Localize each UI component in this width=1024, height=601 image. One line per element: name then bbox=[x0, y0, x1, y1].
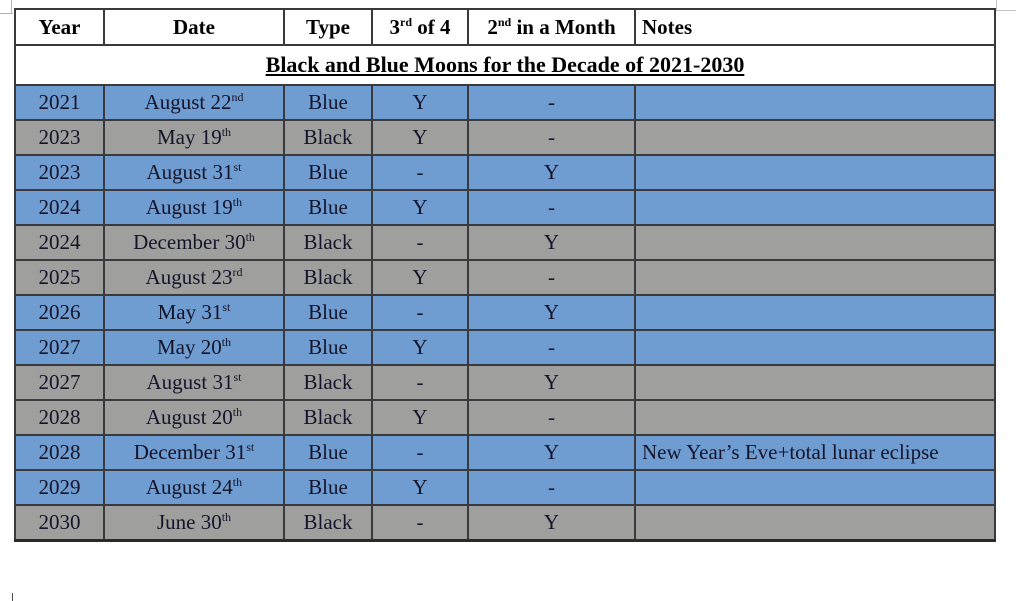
table-title-text: Black and Blue Moons for the Decade of 2021-2030 bbox=[265, 52, 745, 77]
notes-cell bbox=[635, 295, 995, 330]
type-cell bbox=[284, 330, 372, 365]
col-header-type: Type bbox=[284, 9, 372, 45]
ordinal-suffix: rd bbox=[232, 265, 243, 279]
third-of-4-value: - bbox=[416, 440, 424, 464]
type-cell bbox=[284, 400, 372, 435]
notes-cell bbox=[635, 400, 995, 435]
second-in-month-cell bbox=[468, 295, 635, 330]
year-cell bbox=[15, 85, 104, 120]
table-row bbox=[15, 85, 995, 120]
year-value: 2024 bbox=[38, 230, 81, 254]
date-cell bbox=[104, 365, 284, 400]
year-value: 2028 bbox=[38, 405, 81, 429]
second-in-month-cell bbox=[468, 400, 635, 435]
notes-cell bbox=[635, 85, 995, 120]
third-of-4-cell bbox=[372, 155, 468, 190]
second-in-month-value: - bbox=[548, 475, 555, 499]
moon-type-value: Black bbox=[303, 405, 353, 429]
third-of-4-value: Y bbox=[412, 195, 428, 219]
col-header-notes: Notes bbox=[635, 9, 995, 45]
third-of-4-cell bbox=[372, 505, 468, 540]
col-header-year: Year bbox=[15, 9, 104, 45]
ruler-corner-mark bbox=[0, 13, 13, 14]
year-value: 2023 bbox=[38, 125, 81, 149]
second-in-month-cell bbox=[468, 120, 635, 155]
year-cell bbox=[15, 330, 104, 365]
second-in-month-cell bbox=[468, 470, 635, 505]
second-in-month-value: - bbox=[548, 335, 555, 359]
type-cell bbox=[284, 470, 372, 505]
date-value: May 31 bbox=[157, 300, 223, 324]
notes-cell bbox=[635, 330, 995, 365]
second-in-month-value: - bbox=[548, 90, 555, 114]
notes-cell bbox=[635, 155, 995, 190]
third-of-4-cell bbox=[372, 435, 468, 470]
moon-type-value: Black bbox=[303, 370, 353, 394]
third-of-4-cell bbox=[372, 470, 468, 505]
table-row bbox=[15, 470, 995, 505]
year-value: 2028 bbox=[38, 440, 81, 464]
third-of-4-cell bbox=[372, 225, 468, 260]
guide-line-mark bbox=[996, 10, 1016, 11]
third-of-4-value: Y bbox=[412, 335, 428, 359]
table-row bbox=[15, 190, 995, 225]
moon-type-value: Black bbox=[303, 265, 353, 289]
year-value: 2024 bbox=[38, 195, 81, 219]
moon-table-body bbox=[15, 85, 995, 540]
date-cell bbox=[104, 295, 284, 330]
table-row bbox=[15, 435, 995, 470]
guide-line-mark bbox=[996, 0, 997, 10]
table-row bbox=[15, 225, 995, 260]
second-in-month-cell bbox=[468, 505, 635, 540]
date-value: December 31 bbox=[133, 440, 247, 464]
moon-type-value: Blue bbox=[308, 160, 348, 184]
year-cell bbox=[15, 505, 104, 540]
year-cell bbox=[15, 400, 104, 435]
table-title bbox=[15, 45, 995, 85]
type-cell bbox=[284, 155, 372, 190]
third-of-4-value: - bbox=[416, 160, 424, 184]
table-edge-tick bbox=[12, 593, 13, 601]
date-value: August 23 bbox=[145, 265, 233, 289]
type-cell bbox=[284, 225, 372, 260]
year-value: 2025 bbox=[38, 265, 81, 289]
date-cell bbox=[104, 470, 284, 505]
ordinal-suffix: th bbox=[232, 195, 243, 209]
second-in-month-cell bbox=[468, 365, 635, 400]
type-cell bbox=[284, 505, 372, 540]
ordinal-suffix: st bbox=[222, 300, 231, 314]
ordinal-suffix: th bbox=[232, 475, 243, 489]
moon-type-value: Blue bbox=[308, 300, 348, 324]
header-third-rest: of 4 bbox=[412, 14, 451, 39]
second-in-month-cell bbox=[468, 225, 635, 260]
header-second-base: 2 bbox=[487, 14, 498, 39]
second-in-month-value: - bbox=[548, 265, 555, 289]
date-value: August 24 bbox=[145, 475, 233, 499]
date-value: August 31 bbox=[146, 370, 234, 394]
type-cell bbox=[284, 365, 372, 400]
notes-value: New Year’s Eve+total lunar eclipse bbox=[642, 440, 939, 464]
year-cell bbox=[15, 260, 104, 295]
notes-cell bbox=[635, 260, 995, 295]
header-third-base: 3 bbox=[389, 14, 400, 39]
notes-cell bbox=[635, 225, 995, 260]
notes-cell bbox=[635, 190, 995, 225]
year-value: 2026 bbox=[38, 300, 81, 324]
third-of-4-value: Y bbox=[412, 90, 428, 114]
second-in-month-cell bbox=[468, 330, 635, 365]
date-value: August 22 bbox=[144, 90, 232, 114]
table-row bbox=[15, 260, 995, 295]
year-cell bbox=[15, 365, 104, 400]
year-value: 2030 bbox=[38, 509, 81, 534]
header-second-rest: in a Month bbox=[511, 14, 616, 39]
notes-cell bbox=[635, 470, 995, 505]
date-value: May 19 bbox=[156, 125, 222, 149]
ordinal-suffix: st bbox=[233, 370, 242, 384]
moon-type-value: Blue bbox=[308, 90, 348, 114]
third-of-4-cell bbox=[372, 120, 468, 155]
date-value: August 19 bbox=[145, 195, 233, 219]
second-in-month-value: Y bbox=[543, 509, 560, 534]
date-cell bbox=[104, 435, 284, 470]
ordinal-suffix: th bbox=[221, 335, 232, 349]
third-of-4-cell bbox=[372, 330, 468, 365]
col-header-third-of-4 bbox=[372, 9, 468, 45]
moon-type-value: Blue bbox=[308, 335, 348, 359]
year-cell bbox=[15, 435, 104, 470]
date-cell bbox=[104, 330, 284, 365]
ordinal-suffix: th bbox=[245, 230, 255, 244]
header-row bbox=[15, 9, 995, 45]
col-header-date: Date bbox=[104, 9, 284, 45]
third-of-4-cell bbox=[372, 400, 468, 435]
ordinal-suffix: th bbox=[221, 125, 232, 139]
moon-type-value: Black bbox=[303, 230, 353, 254]
black-blue-moons-table bbox=[14, 8, 996, 542]
type-cell bbox=[284, 120, 372, 155]
third-of-4-value: - bbox=[416, 509, 424, 534]
third-of-4-cell bbox=[372, 365, 468, 400]
ruler-corner-mark bbox=[11, 0, 12, 13]
ordinal-suffix: st bbox=[246, 440, 255, 454]
table-row bbox=[15, 120, 995, 155]
type-cell bbox=[284, 295, 372, 330]
type-cell bbox=[284, 190, 372, 225]
date-value: August 31 bbox=[146, 160, 234, 184]
moon-table-container bbox=[14, 8, 996, 542]
col-header-second-in-month bbox=[468, 9, 635, 45]
moon-type-value: Blue bbox=[308, 475, 348, 499]
notes-cell bbox=[635, 505, 995, 540]
second-in-month-value: Y bbox=[543, 370, 560, 394]
date-cell bbox=[104, 85, 284, 120]
type-cell bbox=[284, 435, 372, 470]
date-cell bbox=[104, 190, 284, 225]
second-in-month-value: - bbox=[548, 405, 555, 429]
year-value: 2021 bbox=[38, 90, 81, 114]
third-of-4-cell bbox=[372, 190, 468, 225]
second-in-month-cell bbox=[468, 260, 635, 295]
type-cell bbox=[284, 85, 372, 120]
second-in-month-value: Y bbox=[543, 230, 560, 254]
moon-type-value: Black bbox=[303, 125, 353, 149]
third-of-4-value: - bbox=[416, 230, 424, 254]
year-value: 2029 bbox=[38, 475, 81, 499]
second-in-month-cell bbox=[468, 435, 635, 470]
moon-type-value: Blue bbox=[308, 195, 348, 219]
ordinal-suffix: nd bbox=[497, 14, 512, 29]
third-of-4-value: - bbox=[416, 300, 424, 324]
year-cell bbox=[15, 225, 104, 260]
second-in-month-value: Y bbox=[543, 160, 560, 184]
second-in-month-value: - bbox=[548, 195, 555, 219]
ordinal-suffix: st bbox=[233, 160, 242, 174]
title-row bbox=[15, 45, 995, 85]
second-in-month-cell bbox=[468, 155, 635, 190]
table-row bbox=[15, 330, 995, 365]
year-cell bbox=[15, 470, 104, 505]
year-value: 2023 bbox=[38, 160, 81, 184]
table-row bbox=[15, 400, 995, 435]
date-value: August 20 bbox=[145, 405, 233, 429]
date-cell bbox=[104, 260, 284, 295]
date-cell bbox=[104, 225, 284, 260]
third-of-4-cell bbox=[372, 295, 468, 330]
year-cell bbox=[15, 295, 104, 330]
third-of-4-value: Y bbox=[412, 475, 428, 499]
moon-type-value: Blue bbox=[308, 440, 348, 464]
third-of-4-value: Y bbox=[412, 125, 428, 149]
date-value: June 30 bbox=[156, 509, 222, 534]
ordinal-suffix: th bbox=[232, 405, 243, 419]
third-of-4-value: Y bbox=[412, 265, 428, 289]
year-value: 2027 bbox=[38, 335, 81, 359]
date-cell bbox=[104, 120, 284, 155]
second-in-month-cell bbox=[468, 190, 635, 225]
date-cell bbox=[104, 505, 284, 540]
ordinal-suffix: nd bbox=[231, 90, 244, 104]
year-cell bbox=[15, 120, 104, 155]
third-of-4-cell bbox=[372, 85, 468, 120]
second-in-month-value: - bbox=[548, 125, 555, 149]
date-cell bbox=[104, 155, 284, 190]
year-cell bbox=[15, 155, 104, 190]
date-cell bbox=[104, 400, 284, 435]
second-in-month-cell bbox=[468, 85, 635, 120]
type-cell bbox=[284, 260, 372, 295]
year-cell bbox=[15, 190, 104, 225]
date-value: December 30 bbox=[133, 230, 246, 254]
notes-cell bbox=[635, 120, 995, 155]
notes-cell bbox=[635, 435, 995, 470]
date-value: May 20 bbox=[156, 335, 222, 359]
moon-type-value: Black bbox=[303, 509, 353, 534]
notes-cell bbox=[635, 365, 995, 400]
second-in-month-value: Y bbox=[543, 440, 560, 464]
table-row bbox=[15, 365, 995, 400]
third-of-4-value: - bbox=[416, 370, 424, 394]
table-row bbox=[15, 505, 995, 540]
year-value: 2027 bbox=[38, 370, 81, 394]
table-row bbox=[15, 155, 995, 190]
ordinal-suffix: th bbox=[221, 509, 232, 524]
second-in-month-value: Y bbox=[543, 300, 560, 324]
third-of-4-cell bbox=[372, 260, 468, 295]
table-row bbox=[15, 295, 995, 330]
ordinal-suffix: rd bbox=[400, 14, 412, 29]
third-of-4-value: Y bbox=[412, 405, 428, 429]
